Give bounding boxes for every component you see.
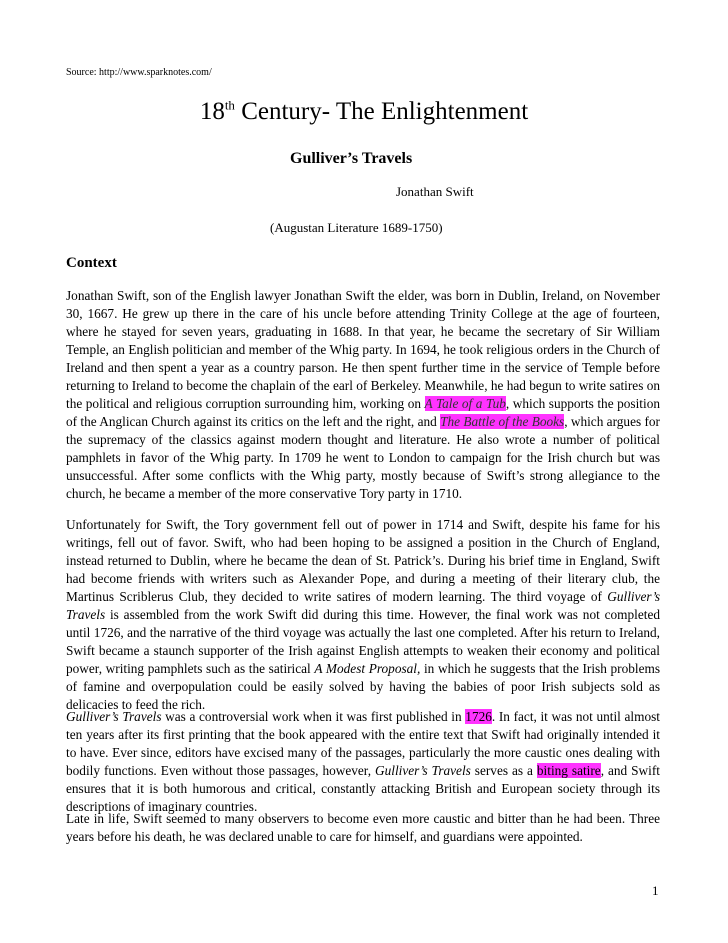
p3-text-a: was a controversial work when it was first published in (161, 709, 466, 724)
work-title: Gulliver’s Travels (290, 150, 413, 167)
p3-gullivers-travels-2: Gulliver’s Travels (375, 763, 471, 778)
p3-gullivers-travels-1: Gulliver’s Travels (66, 709, 162, 724)
paragraph-3 (66, 708, 660, 816)
section-heading: Context (66, 255, 117, 271)
p4-text-a: Late in life, Swift seemed to many observers to become even more caustic and bitter than he had been. Three years before his death, he was declared unable to care for himself, and guardians were appointed. (66, 811, 660, 844)
p2-gullivers-travels: Gulliver’s Travels (66, 589, 660, 622)
p2-text-b: is assembled from the work Swift did during this time. However, the final work was not completed until 1726, and the narrative of the third voyage was actually the last one completed. After his return to Ireland, Swift became a staunch supporter of the Irish against English attempts to weaken their economy and political power, writing pamphlets such as the satirical (66, 607, 660, 676)
highlight-biting-satire: biting satire (536, 763, 601, 778)
p1-text-a: Jonathan Swift, son of the English lawyer Jonathan Swift the elder, was born in Dublin, Ireland, on November 30, 1667. He grew up there in the care of his uncle before attending Trinity College at the age of fourteen, where he stayed for seven years, graduating in 1688. In that year, he became the secretary of Sir William Temple, an English politician and member of the Whig party. In 1694, he took religious orders in the Church of Ireland and then spent a year as a country parson. He then spent further time in the service of Temple before returning to Ireland to become the chaplain of the earl of Berkeley. Meanwhile, he had begun to write satires on the political and religious corruption surrounding him, working on (66, 288, 660, 411)
highlight-battle-of-the-books: The Battle of the Books (440, 414, 565, 429)
highlight-tale-of-a-tub: A Tale of a Tub (424, 396, 506, 411)
highlight-year-1726: 1726 (465, 709, 492, 724)
p1-text-c: , which argues for the supremacy of the classics against modern thought and literature. He also wrote a number of political pamphlets in favor of the Whig party. In 1709 he went to London to campaign for the Irish church but was unsuccessful. After some conflicts with the Whig party, mostly because of Swift’s strong allegiance to the church, he became a member of the more conservative Tory party in 1710. (66, 414, 660, 501)
source-line: Source: http://www.sparknotes.com/ (66, 67, 212, 78)
p2-text-a: Unfortunately for Swift, the Tory government fell out of power in 1714 and Swift, despite his fame for his writings, fell out of favor. Swift, who had been hoping to be assigned a position in the Church of England, instead returned to Dublin, where he became the dean of St. Patrick’s. During his brief time in England, Swift had become friends with writers such as Alexander Pope, and during a meeting of their literary club, the Martinus Scriblerus Club, they decided to write satires of modern learning. The third voyage of (66, 517, 660, 604)
page-title (0, 98, 728, 126)
paragraph-1 (66, 287, 660, 503)
title-prefix: 18 (199, 98, 225, 125)
p3-text-c: serves as a (470, 763, 537, 778)
p2-modest-proposal: A Modest Proposal, (314, 661, 421, 676)
title-superscript: th (224, 97, 235, 113)
title-rest: Century- The Enlightenment (234, 98, 529, 125)
author-name: Jonathan Swift (396, 184, 474, 199)
literary-period: (Augustan Literature 1689-1750) (270, 220, 443, 235)
p2-text-c: in which he suggests that the Irish problems of famine and overpopulation could be easily solved by having the babies of poor Irish subjects sold as delicacies to feed the rich. (66, 661, 661, 712)
p1-text-b: , which supports the position of the Anglican Church against its critics on the left and the right, and (66, 396, 660, 429)
paragraph-4 (66, 810, 660, 846)
page-number: 1 (652, 883, 659, 898)
p3-text-d: , and Swift ensures that it is both humorous and critical, constantly attacking British and European society through its descriptions of imaginary countries. (66, 763, 660, 814)
paragraph-2 (66, 516, 660, 714)
p3-text-b: . In fact, it was not until almost ten years after its first printing that the book appeared with the entire text that Swift had originally intended it to have. Ever since, editors have excised many of the passages, particularly the more caustic ones dealing with bodily functions. Even without those passages, however, (66, 709, 660, 778)
